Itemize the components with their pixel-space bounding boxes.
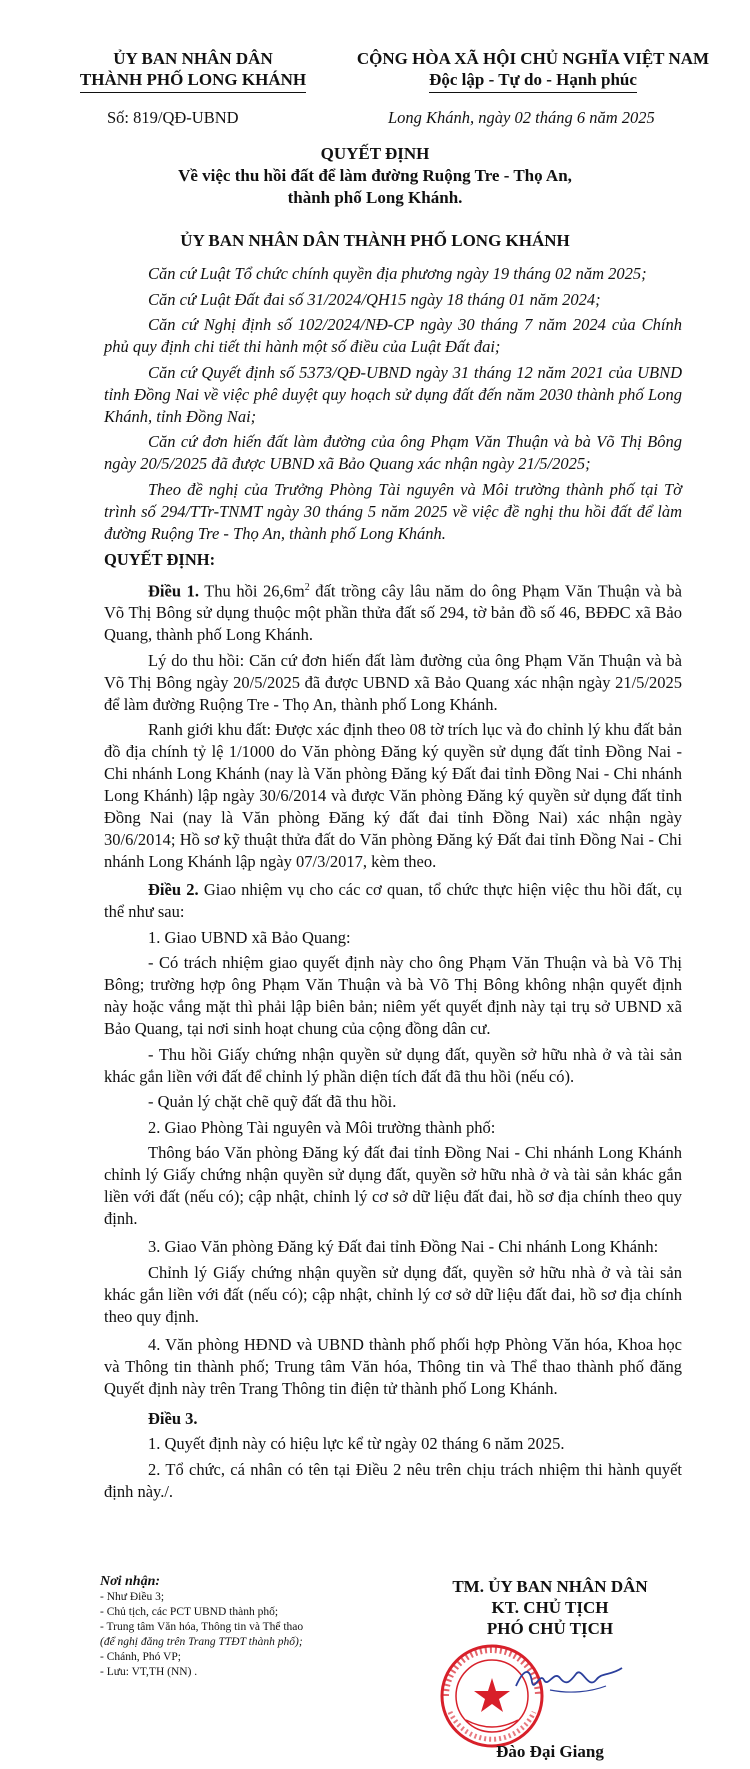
article-2-item: - Quản lý chặt chẽ quỹ đất đã thu hồi. <box>148 1092 397 1111</box>
basis-3: Căn cứ Nghị định số 102/2024/NĐ-CP ngày 30 tháng 7 năm 2024 của Chính phủ quy định chi tiết thi hành một số điều của Luật Đất đai; <box>104 315 682 356</box>
recipients <box>100 1574 380 1680</box>
article-2-item: 2. Giao Phòng Tài nguyên và Môi trường thành phố: <box>148 1117 496 1137</box>
handwritten-signature-icon <box>510 1660 630 1700</box>
recipients-heading: Nơi nhận: <box>100 1574 161 1589</box>
document-number: Số: 819/QĐ-UBND <box>107 108 239 127</box>
subject-line-2: thành phố Long Khánh. <box>287 188 463 207</box>
article-3-item: 2. Tổ chức, cá nhân có tên tại Điều 2 nêu trên chịu trách nhiệm thi hành quyết định này./. <box>104 1459 682 1501</box>
document-body <box>104 263 682 1506</box>
basis-4: Căn cứ Quyết định số 5373/QĐ-UBND ngày 31 tháng 12 năm 2021 của UBND tỉnh Đồng Nai về việc phê duyệt quy hoạch sử dụng đất đến năm 2030 thành phố Long Khánh, tỉnh Đồng Nai; <box>104 362 682 426</box>
document-type: QUYẾT ĐỊNH <box>320 144 430 163</box>
signer-name: Đào Đại Giang <box>496 1742 604 1761</box>
basis-5: Căn cứ đơn hiến đất làm đường của ông Phạm Văn Thuận và bà Võ Thị Bông ngày 20/5/2025 đã được UBND xã Bảo Quang xác nhận ngày 21/5/2025; <box>104 432 682 473</box>
basis-6: Theo đề nghị của Trưởng Phòng Tài nguyên và Môi trường thành phố tại Tờ trình số 294/TTr-TNMT ngày 30 tháng 5 năm 2025 về việc đề nghị thu hồi đất để làm đường Ruộng Tre - Thọ An, thành phố Long Khánh. <box>104 479 682 543</box>
agency-line-2: THÀNH PHỐ LONG KHÁNH <box>80 69 306 93</box>
article-1-label: Điều 1. <box>148 581 199 600</box>
article-3-item: 1. Quyết định này có hiệu lực kể từ ngày 02 tháng 6 năm 2025. <box>148 1434 565 1453</box>
national-motto: Độc lập - Tự do - Hạnh phúc <box>429 69 637 93</box>
article-2-label: Điều 2. <box>148 880 199 899</box>
article-2-item: Chỉnh lý Giấy chứng nhận quyền sử dụng đất, quyền sở hữu nhà ở và tài sản khác gắn liền với đất (nếu có); cập nhật, chỉnh lý cơ sở dữ liệu đất đai, hồ sơ địa chính theo quy định. <box>104 1262 682 1326</box>
article-1 <box>104 577 682 647</box>
article-1-text-a: Thu hồi 26,6m <box>198 581 305 600</box>
agency-line-1: ỦY BAN NHÂN DÂN <box>113 49 273 68</box>
issuing-agency <box>58 48 328 93</box>
signature-block <box>410 1576 690 1639</box>
country-name: CỘNG HÒA XÃ HỘI CHỦ NGHĨA VIỆT NAM <box>356 49 710 68</box>
article-2-item: - Có trách nhiệm giao quyết định này cho ông Phạm Văn Thuận và bà Võ Thị Bông; trường hợp ông Phạm Văn Thuận và bà Võ Thị Bông không nhận quyết định này hoặc vắng mặt thì phải lập biên bản; niêm yết quyết định này tại trụ sở UBND xã Bảo Quang, tại nơi sinh hoạt chung của cộng đồng dân cư. <box>104 953 682 1038</box>
recipient-item: - Chủ tịch, các PCT UBND thành phố; <box>100 1606 279 1618</box>
article-3 <box>104 1408 682 1430</box>
article-1-sup: 2 <box>304 581 310 593</box>
article-1-text-b: đất trồng cây lâu năm do ông Phạm Văn Thuận và bà Võ Thị Bông sử dụng thuộc một phần thửa đất số 294, tờ bản đồ số 46, BĐĐC xã Bảo Quang, thành phố Long Khánh. <box>104 581 683 644</box>
basis-2: Căn cứ Luật Đất đai số 31/2024/QH15 ngày 18 tháng 01 năm 2024; <box>148 289 601 309</box>
article-2-item: 3. Giao Văn phòng Đăng ký Đất đai tỉnh Đồng Nai - Chi nhánh Long Khánh: <box>148 1237 659 1256</box>
article-2-intro: Giao nhiệm vụ cho các cơ quan, tổ chức thực hiện việc thu hồi đất, cụ thể như sau: <box>104 880 683 921</box>
article-2-item: - Thu hồi Giấy chứng nhận quyền sử dụng đất, quyền sở hữu nhà ở và tài sản khác gắn liền với đất để chỉnh lý phần diện tích đất đã thu hồi (nếu có). <box>104 1044 682 1086</box>
article-2-item: Thông báo Văn phòng Đăng ký đất đai tỉnh Đồng Nai - Chi nhánh Long Khánh chỉnh lý Giấy chứng nhận quyền sử dụng đất, quyền sở hữu nhà ở và tài sản khác gắn liền với đất (nếu có); cập nhật, chỉnh lý cơ sở dữ liệu đất đai, hồ sơ địa chính theo quy định. <box>104 1143 682 1228</box>
sign-line-2: KT. CHỦ TỊCH <box>491 1598 609 1617</box>
national-header <box>338 48 728 93</box>
decision-heading: QUYẾT ĐỊNH: <box>104 549 216 569</box>
sign-line-1: TM. ỦY BAN NHÂN DÂN <box>452 1577 648 1596</box>
article-1-reason: Lý do thu hồi: Căn cứ đơn hiến đất làm đường của ông Phạm Văn Thuận và bà Võ Thị Bông ngày 20/5/2025 đã được UBND xã Bảo Quang xác nhận ngày 21/5/2025 để làm đường Ruộng Tre - Thọ An, thành phố Long Khánh. <box>104 650 682 714</box>
article-2-item: 4. Văn phòng HĐND và UBND thành phố phối hợp Phòng Văn hóa, Khoa học và Thông tin thành phố; Trung tâm Văn hóa, Thông tin và Thể thao thành phố đăng Quyết định này trên Trang Thông tin điện tử thành phố Long Khánh. <box>104 1334 682 1398</box>
issuer-heading: ỦY BAN NHÂN DÂN THÀNH PHỐ LONG KHÁNH <box>180 231 570 250</box>
article-2-item: 1. Giao UBND xã Bảo Quang: <box>148 927 351 947</box>
subject-line-1: Về việc thu hồi đất để làm đường Ruộng Tre - Thọ An, <box>178 166 572 185</box>
sign-line-3: PHÓ CHỦ TỊCH <box>486 1619 614 1638</box>
document-title <box>0 143 750 209</box>
article-2 <box>104 879 682 923</box>
article-1-boundary: Ranh giới khu đất: Được xác định theo 08 tờ trích lục và đo chỉnh lý khu đất bản đồ địa chính tỷ lệ 1/1000 do Văn phòng Đăng ký quyền sử dụng đất tỉnh Đồng Nai - Chi nhánh Long Khánh (nay là Văn phòng Đăng ký Đất đai tỉnh Đồng Nai - Chi nhánh Long Khánh) lập ngày 30/6/2014 và được Văn phòng Đăng ký quyền sử dụng đất tỉnh Đồng Nai (nay là Văn phòng Đăng ký đất đai tỉnh Đồng Nai) xác nhận ngày 30/6/2014; Hồ sơ kỹ thuật thửa đất do Văn phòng Đăng ký Đất đai tỉnh Đồng Nai - Chi nhánh Long Khánh lập ngày 07/3/2017, kèm theo. <box>104 720 682 871</box>
recipient-item: - Trung tâm Văn hóa, Thông tin và Thể thao <box>100 1621 304 1633</box>
recipient-item: - Chánh, Phó VP; <box>100 1651 181 1663</box>
recipient-item: - Lưu: VT,TH (NN) . <box>100 1666 198 1678</box>
recipient-item: - Như Điều 3; <box>100 1591 165 1603</box>
place-date: Long Khánh, ngày 02 tháng 6 năm 2025 <box>388 108 655 127</box>
recipient-item: (để nghị đăng trên Trang TTĐT thành phố); <box>100 1636 303 1648</box>
article-3-label: Điều 3. <box>148 1408 198 1428</box>
basis-1: Căn cứ Luật Tổ chức chính quyền địa phương ngày 19 tháng 02 năm 2025; <box>148 264 647 283</box>
